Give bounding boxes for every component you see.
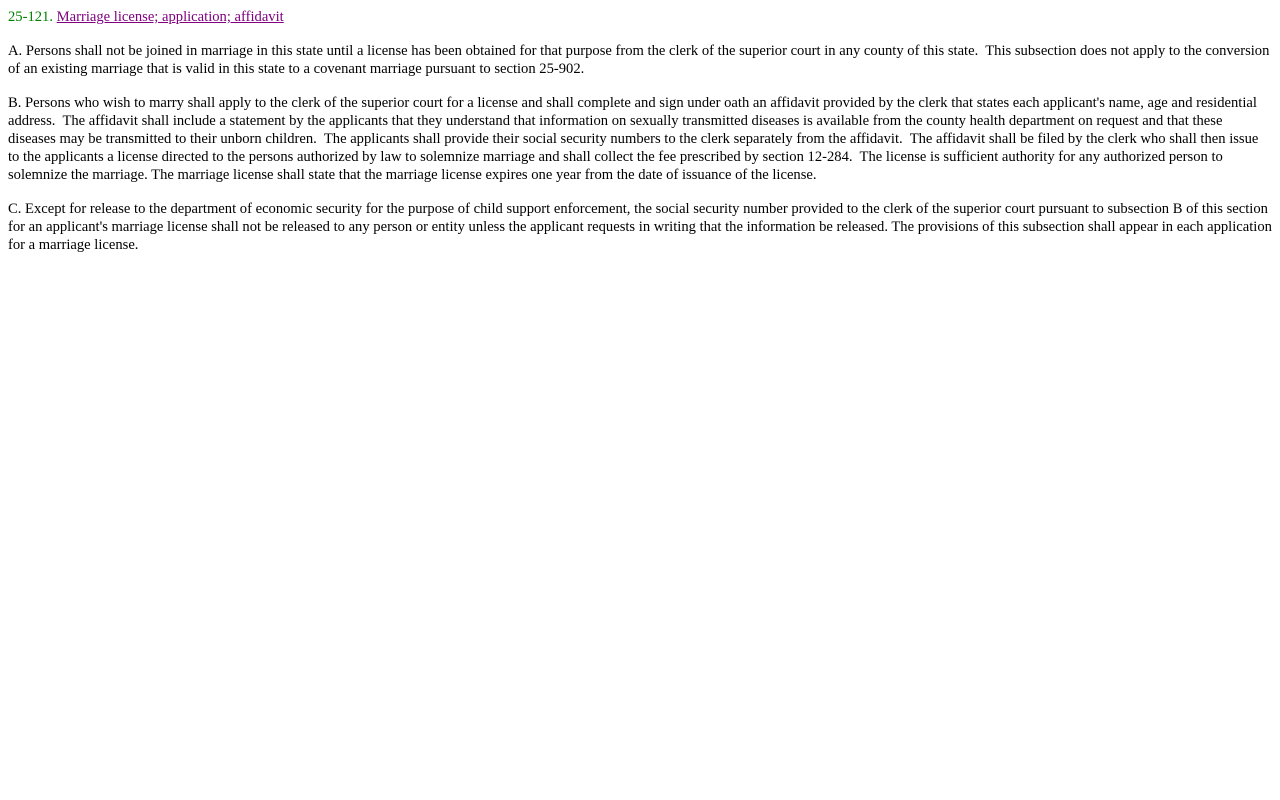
section-heading	[8, 8, 1272, 26]
paragraph-b: B. Persons who wish to marry shall apply to the clerk of the superior court for a license and shall complete and sign under oath an affidavit provided by the clerk that states each applicant's name, age and residential address. The affidavit shall include a statement by the applicants that they understand that information on sexually transmitted diseases is available from the county health department on request and that these diseases may be transmitted to their unborn children. The applicants shall provide their social security numbers to the clerk separately from the affidavit. The affidavit shall be filed by the clerk who shall then issue to the applicants a license directed to the persons authorized by law to solemnize marriage and shall collect the fee prescribed by section 12-284. The license is sufficient authority for any authorized person to solemnize the marriage. The marriage license shall state that the marriage license expires one year from the date of issuance of the license.	[8, 95, 1263, 183]
section-number: 25-121.	[8, 9, 53, 25]
document-page	[0, 0, 1280, 254]
section-title-link[interactable]: Marriage license; application; affidavit	[56, 9, 284, 25]
paragraph-a: A. Persons shall not be joined in marriage in this state until a license has been obtained for that purpose from the clerk of the superior court in any county of this state. This subsection does not apply to the conversion of an existing marriage that is valid in this state to a covenant marriage pursuant to section 25-902.	[8, 43, 1274, 77]
paragraph-c: C. Except for release to the department of economic security for the purpose of child support enforcement, the social security number provided to the clerk of the superior court pursuant to subsection B of this section for an applicant's marriage license shall not be released to any person or entity unless the applicant requests in writing that the information be released. The provisions of this subsection shall appear in each application for a marriage license.	[8, 201, 1276, 253]
